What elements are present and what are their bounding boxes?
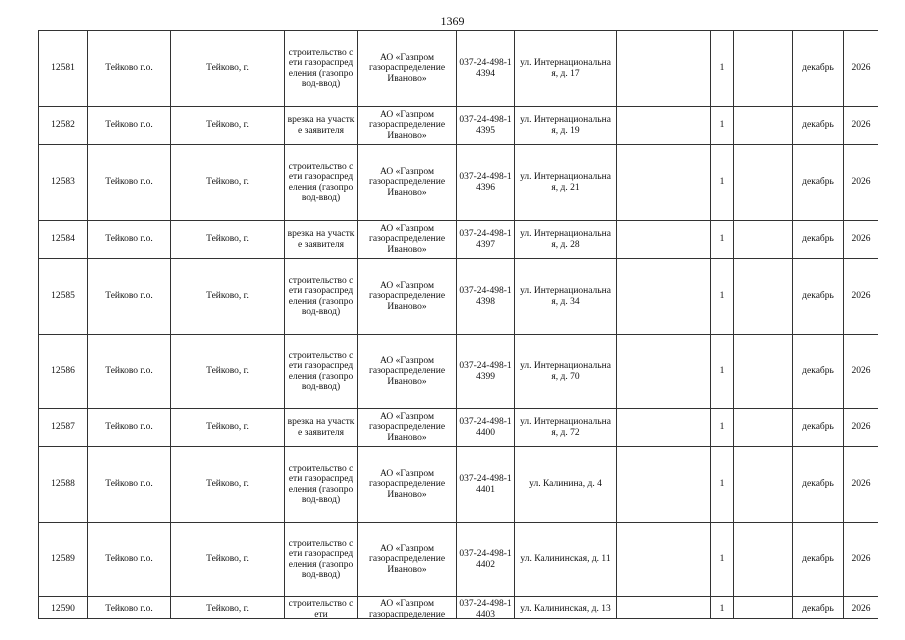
month-cell: декабрь <box>793 221 844 259</box>
operator-cell: АО «Газпром газораспределение Иваново» <box>358 107 457 145</box>
empty-cell <box>734 447 793 523</box>
empty-cell <box>734 259 793 335</box>
operator-cell: АО «Газпром газораспределение Иваново» <box>358 335 457 409</box>
empty-cell <box>617 259 711 335</box>
table-row <box>39 259 879 335</box>
district-cell: Тейково г.о. <box>88 145 171 221</box>
row-number-cell: 12587 <box>39 409 88 447</box>
district-cell: Тейково г.о. <box>88 409 171 447</box>
month-cell: декабрь <box>793 107 844 145</box>
locality-cell: Тейково, г. <box>171 447 285 523</box>
code-cell: 037-24-498-14398 <box>457 259 515 335</box>
empty-cell <box>734 221 793 259</box>
code-cell: 037-24-498-14402 <box>457 523 515 597</box>
table-row <box>39 107 879 145</box>
empty-cell <box>617 221 711 259</box>
work-type-cell: строительство сети газораспределения (газопровод-ввод) <box>285 145 358 221</box>
address-cell: ул. Интернациональная, д. 28 <box>515 221 617 259</box>
year-cell: 2026 <box>844 335 879 409</box>
locality-cell: Тейково, г. <box>171 221 285 259</box>
locality-cell: Тейково, г. <box>171 335 285 409</box>
month-cell: декабрь <box>793 259 844 335</box>
row-number-cell: 12584 <box>39 221 88 259</box>
work-type-cell: строительство сети газораспределения (газопровод-ввод) <box>285 259 358 335</box>
row-number-cell: 12586 <box>39 335 88 409</box>
empty-cell <box>617 31 711 107</box>
locality-cell: Тейково, г. <box>171 259 285 335</box>
table-row <box>39 221 879 259</box>
month-cell: декабрь <box>793 31 844 107</box>
work-type-cell: строительство сети газораспределения (газопровод-ввод) <box>285 31 358 107</box>
address-cell: ул. Интернациональная, д. 34 <box>515 259 617 335</box>
table-row <box>39 409 879 447</box>
table-row <box>39 523 879 597</box>
district-cell: Тейково г.о. <box>88 221 171 259</box>
empty-cell <box>734 31 793 107</box>
locality-cell: Тейково, г. <box>171 145 285 221</box>
quantity-cell: 1 <box>711 523 734 597</box>
row-number-cell: 12590 <box>39 597 88 620</box>
row-number-cell: 12582 <box>39 107 88 145</box>
operator-cell: АО «Газпром газораспределение Иваново» <box>358 523 457 597</box>
year-cell: 2026 <box>844 597 879 620</box>
work-type-cell: строительство сети газораспределения (газопровод-ввод) <box>285 447 358 523</box>
year-cell: 2026 <box>844 523 879 597</box>
table-container <box>38 30 878 619</box>
empty-cell <box>734 409 793 447</box>
row-number-cell: 12583 <box>39 145 88 221</box>
code-cell: 037-24-498-14396 <box>457 145 515 221</box>
month-cell: декабрь <box>793 409 844 447</box>
year-cell: 2026 <box>844 31 879 107</box>
quantity-cell: 1 <box>711 597 734 620</box>
quantity-cell: 1 <box>711 409 734 447</box>
empty-cell <box>617 107 711 145</box>
operator-cell: АО «Газпром газораспределение Иваново» <box>358 31 457 107</box>
district-cell: Тейково г.о. <box>88 597 171 620</box>
empty-cell <box>617 523 711 597</box>
empty-cell <box>617 145 711 221</box>
code-cell: 037-24-498-14401 <box>457 447 515 523</box>
code-cell: 037-24-498-14400 <box>457 409 515 447</box>
quantity-cell: 1 <box>711 107 734 145</box>
year-cell: 2026 <box>844 221 879 259</box>
locality-cell: Тейково, г. <box>171 31 285 107</box>
empty-cell <box>734 107 793 145</box>
empty-cell <box>617 335 711 409</box>
operator-cell: АО «Газпром газораспределение Иваново» <box>358 145 457 221</box>
table-row <box>39 335 879 409</box>
work-type-cell: строительство сети <box>285 597 358 620</box>
operator-cell: АО «Газпром газораспределение <box>358 597 457 620</box>
code-cell: 037-24-498-14394 <box>457 31 515 107</box>
table-body <box>39 31 879 620</box>
quantity-cell: 1 <box>711 31 734 107</box>
row-number-cell: 12581 <box>39 31 88 107</box>
locality-cell: Тейково, г. <box>171 597 285 620</box>
district-cell: Тейково г.о. <box>88 259 171 335</box>
address-cell: ул. Калининская, д. 13 <box>515 597 617 620</box>
quantity-cell: 1 <box>711 145 734 221</box>
address-cell: ул. Интернациональная, д. 19 <box>515 107 617 145</box>
operator-cell: АО «Газпром газораспределение Иваново» <box>358 259 457 335</box>
address-cell: ул. Калининская, д. 11 <box>515 523 617 597</box>
table-row <box>39 31 879 107</box>
month-cell: декабрь <box>793 335 844 409</box>
operator-cell: АО «Газпром газораспределение Иваново» <box>358 409 457 447</box>
row-number-cell: 12589 <box>39 523 88 597</box>
year-cell: 2026 <box>844 259 879 335</box>
code-cell: 037-24-498-14395 <box>457 107 515 145</box>
work-type-cell: врезка на участке заявителя <box>285 107 358 145</box>
district-cell: Тейково г.о. <box>88 447 171 523</box>
table-row <box>39 447 879 523</box>
row-number-cell: 12585 <box>39 259 88 335</box>
empty-cell <box>734 523 793 597</box>
code-cell: 037-24-498-14399 <box>457 335 515 409</box>
district-cell: Тейково г.о. <box>88 335 171 409</box>
empty-cell <box>734 145 793 221</box>
locality-cell: Тейково, г. <box>171 409 285 447</box>
quantity-cell: 1 <box>711 335 734 409</box>
month-cell: декабрь <box>793 523 844 597</box>
code-cell: 037-24-498-14397 <box>457 221 515 259</box>
operator-cell: АО «Газпром газораспределение Иваново» <box>358 447 457 523</box>
empty-cell <box>734 597 793 620</box>
gas-connection-table <box>38 30 878 619</box>
table-row <box>39 145 879 221</box>
address-cell: ул. Калинина, д. 4 <box>515 447 617 523</box>
empty-cell <box>617 447 711 523</box>
year-cell: 2026 <box>844 107 879 145</box>
quantity-cell: 1 <box>711 221 734 259</box>
year-cell: 2026 <box>844 145 879 221</box>
row-number-cell: 12588 <box>39 447 88 523</box>
district-cell: Тейково г.о. <box>88 523 171 597</box>
year-cell: 2026 <box>844 409 879 447</box>
address-cell: ул. Интернациональная, д. 21 <box>515 145 617 221</box>
operator-cell: АО «Газпром газораспределение Иваново» <box>358 221 457 259</box>
quantity-cell: 1 <box>711 447 734 523</box>
empty-cell <box>734 335 793 409</box>
month-cell: декабрь <box>793 597 844 620</box>
address-cell: ул. Интернациональная, д. 17 <box>515 31 617 107</box>
year-cell: 2026 <box>844 447 879 523</box>
district-cell: Тейково г.о. <box>88 107 171 145</box>
locality-cell: Тейково, г. <box>171 523 285 597</box>
work-type-cell: строительство сети газораспределения (газопровод-ввод) <box>285 523 358 597</box>
month-cell: декабрь <box>793 145 844 221</box>
table-row <box>39 597 879 620</box>
address-cell: ул. Интернациональная, д. 72 <box>515 409 617 447</box>
page-number: 1369 <box>440 14 465 28</box>
month-cell: декабрь <box>793 447 844 523</box>
work-type-cell: строительство сети газораспределения (газопровод-ввод) <box>285 335 358 409</box>
code-cell: 037-24-498-14403 <box>457 597 515 620</box>
empty-cell <box>617 597 711 620</box>
empty-cell <box>617 409 711 447</box>
address-cell: ул. Интернациональная, д. 70 <box>515 335 617 409</box>
locality-cell: Тейково, г. <box>171 107 285 145</box>
work-type-cell: врезка на участке заявителя <box>285 409 358 447</box>
quantity-cell: 1 <box>711 259 734 335</box>
work-type-cell: врезка на участке заявителя <box>285 221 358 259</box>
district-cell: Тейково г.о. <box>88 31 171 107</box>
